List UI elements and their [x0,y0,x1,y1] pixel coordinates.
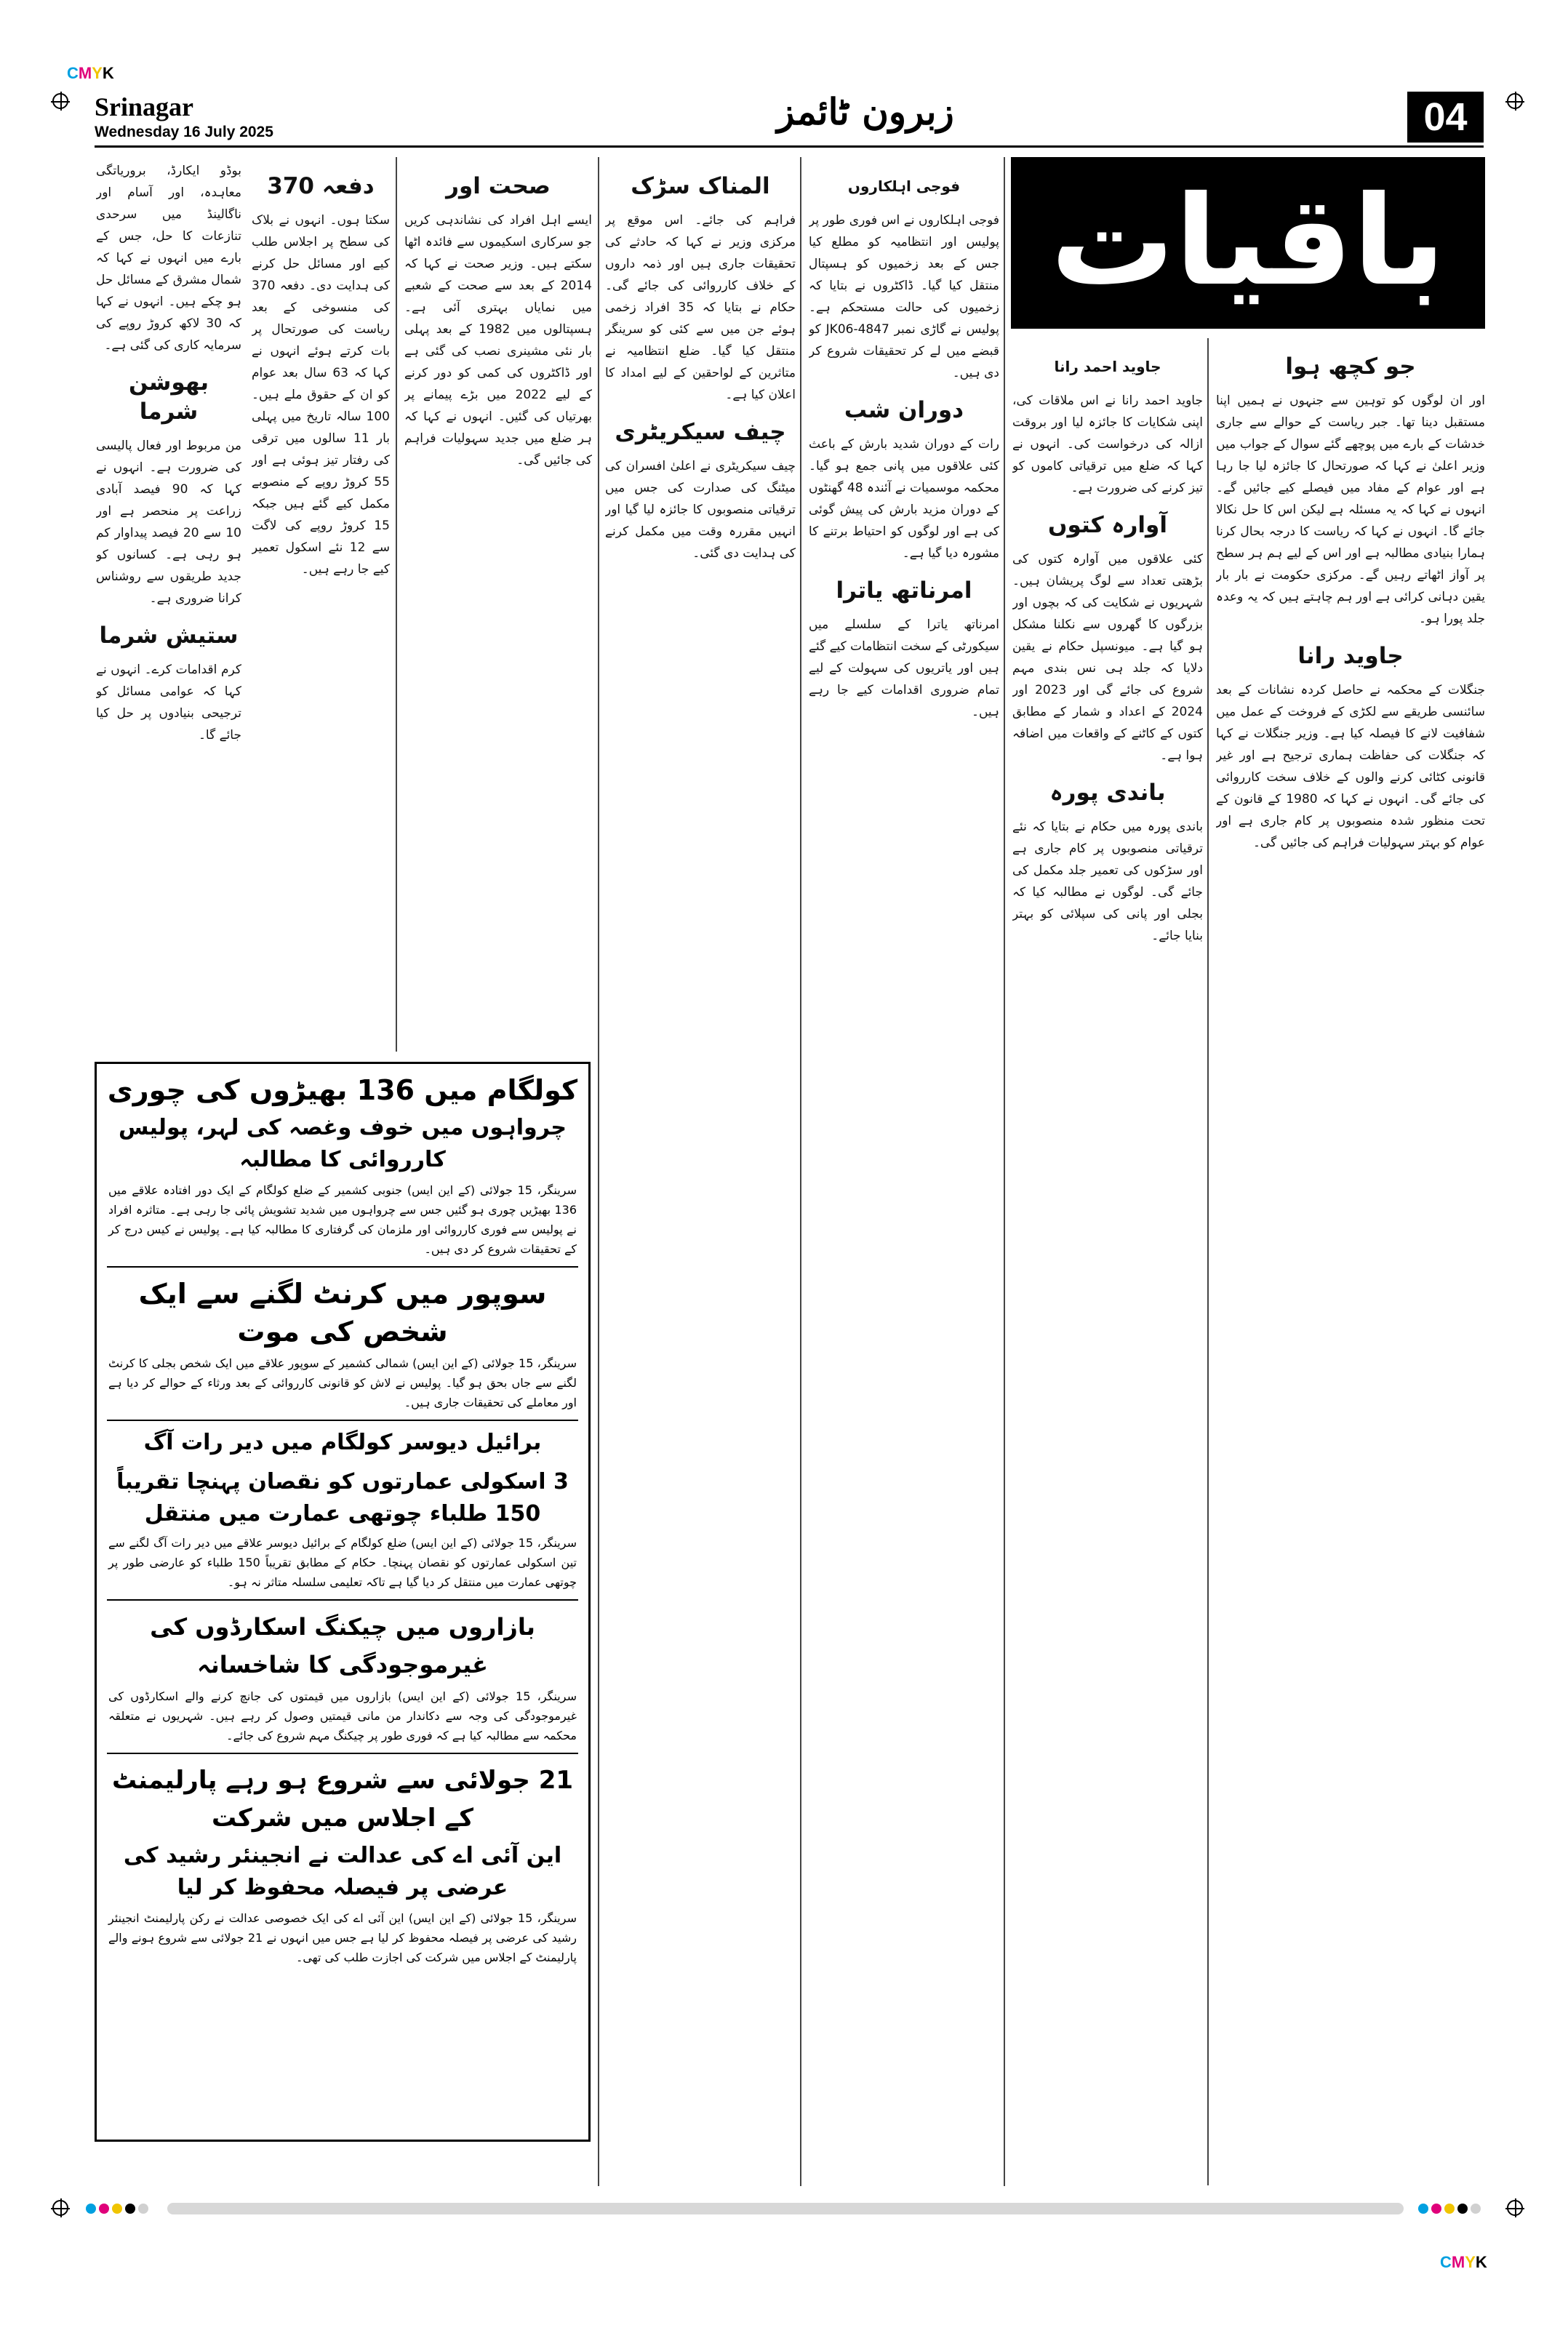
article-subheadline: بھوشن شرما [129,369,209,425]
news-body: سرینگر، 15 جولائی (کے این ایس) این آئی اے کی ایک خصوصی عدالت نے رکن پارلیمنٹ انجینئر رشید کی عرضی پر فیصلہ محفوظ کر لیا ہے جس میں انہوں نے 21 جولائی سے شروع ہونے والے پارلیمنٹ کے اجلاس میں شرکت کی اجازت طلب کی تھی۔ [108,1911,577,1964]
registration-mark-top-right [1507,93,1523,109]
news-headline: کولگام میں 136 بھیڑوں کی چوری [107,1074,578,1106]
article-column-3 [809,160,999,2182]
column-divider [1004,157,1005,2186]
article-subheadline: ستیش شرما [99,623,239,649]
article-body: فراہم کی جائے۔ اس موقع پر مرکزی وزیر نے کہا کہ حادثے کی تحقیقات جاری ہیں اور ذمہ داروں کے خلاف کارروائی کی جائے گی۔ حکام نے بتایا کہ 35 افراد زخمی ہوئے جن میں سے کئی کو سرینگر منتقل کیا گیا۔ ضلع انتظامیہ نے متاثرین کے لواحقین کے لیے امداد کا اعلان کیا ہے۔ [605,213,796,402]
article-headline: فوجی اہلکاروں [847,177,961,195]
article-subheadline: چیف سیکریٹری [615,419,786,445]
news-subheadline: 3 اسکولی عمارتوں کو نقصان پہنچا تقریباً 150 طلباء چوتھی عمارت میں منتقل [116,1469,569,1526]
news-headline: برائیل دیوسر کولگام میں دیر رات آگ [143,1430,542,1455]
article-subheadline: امرناتھ یاترا [836,577,972,604]
article-body: کئی علاقوں میں آوارہ کتوں کی بڑھتی تعداد سے لوگ پریشان ہیں۔ شہریوں نے شکایت کی کہ بچوں اور بزرگوں کا گھروں سے نکلنا مشکل ہو گیا ہے۔ میونسپل حکام نے یقین دلایا کہ جلد ہی نس بندی مہم شروع کی جائے گی اور 2023 اور 2024 کے اعداد و شمار کے مطابق کتوں کے کاٹنے کے واقعات میں اضافہ ہوا ہے۔ [1012,552,1203,763]
article-body: باندی پورہ میں حکام نے بتایا کہ نئے ترقیاتی منصوبوں پر کام جاری ہے اور سڑکوں کی تعمیر جلد مکمل کی جائے گی۔ لوگوں نے مطالبہ کیا کہ بجلی اور پانی کی سپلائی کو بہتر بنایا جائے۔ [1012,820,1203,943]
news-separator [107,1420,578,1421]
cmyk-mark-bottom: CMYK [1440,2253,1487,2271]
article-subheadline: دوران شب [844,397,964,423]
article-body: بوڈو ایکارڈ، بروریاتگی معاہدہ، اور آسام اور ناگالینڈ میں سرحدی تنازعات کا حل، جس کے بارے میں انہوں نے کہا کہ شمال مشرق کے مسائل حل ہو چکے ہیں۔ انہوں نے کہا کہ 30 لاکھ کروڑ روپے کی سرمایہ کاری کی گئی ہے۔ [96,164,241,353]
color-dots-left [86,2204,148,2214]
news-body: سرینگر، 15 جولائی (کے این ایس) شمالی کشمیر کے سوپور علاقے میں ایک شخص بجلی کا کرنٹ لگنے سے جاں بحق ہو گیا۔ پولیس نے لاش کو قانونی کارروائی کے بعد ورثاء کے حوالے کر دیا ہے اور معاملے کی تحقیقات جاری ہیں۔ [108,1356,577,1409]
column-divider [800,157,801,2186]
article-body: سکتا ہوں۔ انہوں نے بلاک کی سطح پر اجلاس طلب کیے اور مسائل حل کرنے کی ہدایت دی۔ دفعہ 370 کی منسوخی کے بعد ریاست کی صورتحال پر بات کرتے ہوئے انہوں نے کہا کہ 63 سال بعد عوام کو ان کے حقوق ملے ہیں۔ 100 سالہ تاریخ میں پہلی بار 11 سالوں میں ترقی کی رفتار تیز ہوئی ہے اور 55 کروڑ روپے کے منصوبے مکمل کیے گئے ہیں جبکہ 15 کروڑ روپے کی لاگت سے 12 نئے اسکول تعمیر کیے جا رہے ہیں۔ [252,213,390,577]
news-separator [107,1599,578,1601]
article-column-6 [252,160,390,1051]
article-subheadline: جاوید رانا [1297,643,1404,669]
section-banner: باقیات [1011,157,1485,329]
article-headline: المناک سڑک [631,173,770,199]
article-subheadline: باندی پورہ [1049,780,1166,806]
cmyk-mark-top: CMYK [67,64,114,82]
news-headline: بازاروں میں چیکنگ اسکارڈوں کی غیرموجودگی کا شاخسانہ [150,1613,535,1678]
article-column-7 [96,160,241,1051]
column-divider [1207,338,1209,2185]
column-divider [598,157,599,2186]
article-column-5 [404,160,592,1051]
news-body: سرینگر، 15 جولائی (کے این ایس) جنوبی کشمیر کے ضلع کولگام کے ایک دور افتادہ علاقے میں 136 بھیڑیں چوری ہو گئیں جس سے چرواہوں میں شدید تشویش پائی جا رہی ہے۔ متاثرہ افراد نے پولیس سے فوری کارروائی اور ملزمان کی گرفتاری کا مطالبہ کیا ہے۔ پولیس نے کیس درج کر کے تحقیقات شروع کر دی ہیں۔ [108,1183,577,1256]
article-column-1 [1216,340,1485,2180]
article-body: ایسے اہل افراد کی نشاندہی کریں جو سرکاری اسکیموں سے فائدہ اٹھا سکتے ہیں۔ وزیر صحت نے کہا کہ 2014 کے بعد سے صحت کے شعبے میں نمایاں بہتری آئی ہے۔ ہسپتالوں میں 1982 کے بعد پہلی بار نئی مشینری نصب کی گئی ہے اور ڈاکٹروں کی کمی کو دور کرنے کے لیے 2022 میں بڑے پیمانے پر بھرتیاں کی گئیں۔ انہوں نے کہا کہ ہر ضلع میں جدید سہولیات فراہم کی جائیں گی۔ [404,213,592,468]
news-body: سرینگر، 15 جولائی (کے این ایس) ضلع کولگام کے برائیل دیوسر علاقے میں دیر رات آگ لگنے سے تین اسکولی عمارتوں کو نقصان پہنچا۔ حکام کے مطابق تقریباً 150 طلباء کو عارضی طور پر چوتھی عمارت میں منتقل کر دیا گیا ہے تاکہ تعلیمی سلسلہ متاثر نہ ہو۔ [108,1536,577,1589]
registration-mark-bottom-right [1507,2200,1523,2216]
newspaper-logo: زبرون ٹائمز [777,90,954,133]
page-number: 04 [1407,92,1484,143]
article-body: من مربوط اور فعال پالیسی کی ضرورت ہے۔ انہوں نے کہا کہ 90 فیصد آبادی زراعت پر منحصر ہے اور 10 سے 20 فیصد پیداوار کم ہو رہی ہے۔ کسانوں کو جدید طریقوں سے روشناس کرانا ضروری ہے۔ [96,439,241,606]
news-body: سرینگر، 15 جولائی (کے این ایس) بازاروں میں قیمتوں کی جانچ کرنے والے اسکارڈوں کی غیرموجودگی کی وجہ سے دکاندار من مانی قیمتیں وصول کر رہے ہیں۔ شہریوں نے متعلقہ محکمہ سے مطالبہ کیا ہے کہ فوری طور پر چیکنگ مہم شروع کی جائے۔ [108,1689,577,1742]
news-separator [107,1753,578,1754]
masthead [95,92,1484,148]
publication-date: Wednesday 16 July 2025 [95,124,273,140]
article-column-2 [1012,340,1203,2180]
article-column-4 [605,160,796,2182]
city-name: Srinagar [95,92,194,121]
news-headline: 21 جولائی سے شروع ہو رہے پارلیمنٹ کے اجلاس میں شرکت [111,1766,574,1833]
article-body: جاوید احمد رانا نے اس ملاقات کی، اپنی شکایات کا جائزہ لیا اور بروقت ازالہ کی درخواست کی۔ انہوں نے کہا کہ ضلع میں ترقیاتی کاموں کو تیز کرنے کی ضرورت ہے۔ [1012,393,1203,495]
article-subheadline: آوارہ کتوں [1048,512,1167,538]
article-body: اور ان لوگوں کو توہین سے جنہوں نے ہمیں اپنا مستقبل دینا تھا۔ جبر ریاست کے حوالے سے جاری خدشات کے بارے میں پوچھے گئے سوال کے جواب میں وزیر اعلیٰ نے کہا کہ صورتحال کا جائزہ لیا جا رہا ہے اور عوام کے مفاد میں فیصلے کیے جائیں گے۔ انہوں نے کہا کہ یہ مسئلہ ہے لیکن اس کا حل نکالا جائے گا۔ انہوں نے کہا کہ ریاست کا درجہ بحال کرنا ہمارا بنیادی مطالبہ ہے اور اس کے لیے ہم ہر سطح پر آواز اٹھاتے رہیں گے۔ مرکزی حکومت نے بار بار یقین دہانی کرائی ہے اور ہم چاہتے ہیں کہ یہ وعدہ جلد پورا ہو۔ [1216,393,1485,626]
news-box [95,1062,591,2142]
registration-mark-bottom-left [52,2200,68,2216]
article-headline: جو کچھ ہوا [1285,353,1416,380]
article-headline: دفعہ 370 [267,173,375,199]
article-body: کرم اقدامات کرے۔ انہوں نے کہا کہ عوامی مسائل کو ترجیحی بنیادوں پر حل کیا جائے گا۔ [96,663,241,743]
color-dots-right [1418,2204,1481,2214]
news-subheadline: این آئی اے کی عدالت نے انجینئر رشید کی عرضی پر فیصلہ محفوظ کر لیا [123,1843,562,1900]
article-body: امرناتھ یاترا کے سلسلے میں سیکورٹی کے سخت انتظامات کیے گئے ہیں اور یاتریوں کی سہولت کے لیے تمام ضروری اقدامات کیے جا رہے ہیں۔ [809,617,999,719]
news-headline: سوپور میں کرنٹ لگنے سے ایک شخص کی موت [138,1278,547,1348]
news-subheadline: چرواہوں میں خوف وغصہ کی لہر، پولیس کارروائی کا مطالبہ [119,1115,567,1172]
article-body: رات کے دوران شدید بارش کے باعث کئی علاقوں میں پانی جمع ہو گیا۔ محکمہ موسمیات نے آئندہ 48 گھنٹوں کے دوران مزید بارش کی پیش گوئی کی ہے اور لوگوں کو احتیاط برتنے کا مشورہ دیا گیا ہے۔ [809,437,999,561]
article-body: چیف سیکریٹری نے اعلیٰ افسران کی میٹنگ کی صدارت کی جس میں ترقیاتی منصوبوں کا جائزہ لیا گیا اور انہیں مقررہ وقت میں مکمل کرنے کی ہدایت دی گئی۔ [605,459,796,561]
registration-mark-top-left [52,93,68,109]
column-divider [396,157,397,1052]
article-body: فوجی اہلکاروں نے اس فوری طور پر پولیس اور انتظامیہ کو مطلع کیا جس کے بعد زخمیوں کو ہسپتال منتقل کیا گیا۔ ڈاکٹروں نے بتایا کہ زخمیوں کی حالت مستحکم ہے۔ پولیس نے گاڑی نمبر JK06-4847 کو قبضے میں لے کر تحقیقات شروع کر دی ہیں۔ [809,213,999,380]
article-headline: صحت اور [446,173,551,199]
print-bar-bottom [167,2203,1404,2214]
news-separator [107,1266,578,1268]
article-body: جنگلات کے محکمہ نے حاصل کردہ نشانات کے بعد سائنسی طریقے سے لکڑی کے فروخت کے عمل میں شفافیت لانے کا فیصلہ کیا ہے۔ وزیر جنگلات نے کہا کہ جنگلات کی حفاظت ہماری ترجیح ہے اور غیر قانونی کٹائی کرنے والوں کے خلاف سخت کارروائی کی جائے گی۔ انہوں نے کہا کہ 1980 کے قانون کے تحت منظور شدہ منصوبوں پر کام جاری ہے اور عوام کو بہتر سہولیات فراہم کی جائیں گی۔ [1216,683,1485,850]
article-headline: جاوید احمد رانا [1054,358,1161,375]
